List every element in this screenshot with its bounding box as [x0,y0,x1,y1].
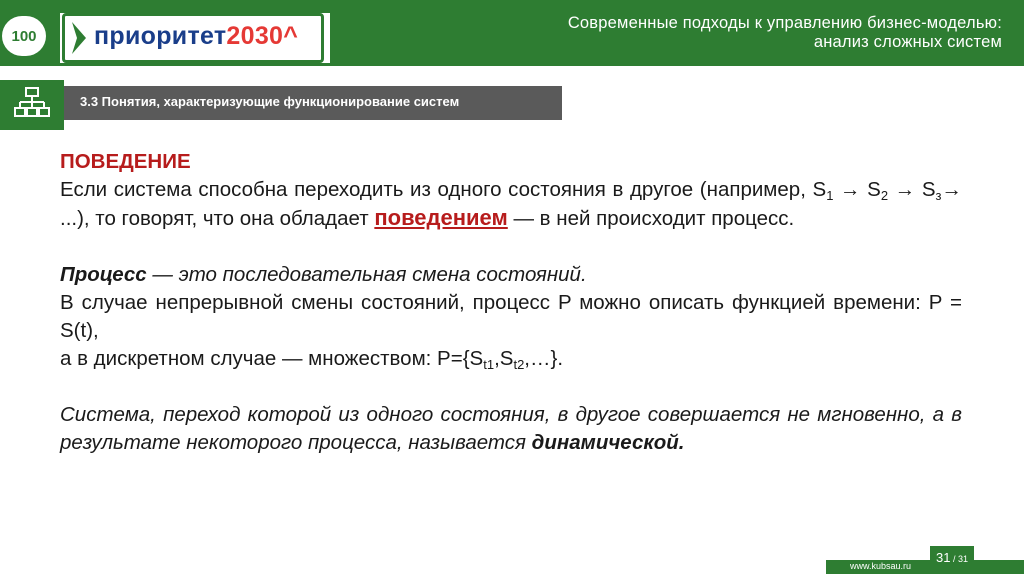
heading-text: ПОВЕДЕНИЕ [60,150,191,173]
logo-text-main: приоритет [94,22,227,50]
p1-text-a: Если система способна переходить из одного состояния в другое (например, S [60,178,827,201]
anniversary-logo [2,16,46,56]
spacer [60,373,962,401]
logo-text-year: 2030^ [226,22,299,50]
p1-sub-2: 2 [880,188,889,203]
keyword-behavior: поведением [374,205,508,230]
page-total: 31 [957,554,968,564]
logo-check-icon [72,22,86,54]
p4-text-b: ,S [494,347,514,370]
term-dynamic: динамической. [531,431,685,454]
p1-sub-3: з [935,188,942,203]
p1-text-e: — в ней происходит процесс. [507,207,795,230]
title-line-1: Современные подходы к управлению бизнес-моделью: [567,14,1002,32]
slide-content [60,148,962,457]
p5-text: Система, переход которой из одного состояния, в другое совершается не мгновенно, а в результате некоторого процесса, называется [60,403,962,454]
paragraph-dynamic [60,401,962,457]
p1-text-c: → S [888,178,936,201]
p4-sub-2: t2 [513,357,525,372]
paragraph-behavior [60,176,962,233]
p1-text-b: → S [833,178,881,201]
term-process: Процесс [60,263,147,286]
org-chart-icon [0,80,64,130]
presentation-title [442,14,1002,52]
page-current: 31 [936,550,951,565]
page-separator: / [950,554,958,564]
title-line-2: анализ сложных систем [813,33,1002,51]
page-number [930,546,974,570]
p4-text-c: ,…}. [524,347,564,370]
paragraph-discrete [60,345,962,373]
spacer [60,233,962,261]
p1-text-d: → ...), то говорят, что она обладает [60,178,962,230]
heading [60,148,962,176]
p4-sub-1: t1 [483,357,495,372]
p1-sub-1: 1 [826,188,834,203]
section-title: 3.3 Понятия, характеризующие функционирование систем [80,94,460,109]
footer-url: www.kubsau.ru [850,561,912,571]
anniversary-logo-text: 100 [11,27,37,45]
paragraph-continuous: В случае непрерывной смены состояний, процесс P можно описать функцией времени: P = S(t), [60,291,962,342]
logo-text [94,22,298,51]
paragraph-process [60,261,962,289]
process-definition: — это последовательная смена состояний. [146,263,587,286]
p4-text-a: а в дискретном случае — множеством: P={S [60,347,484,370]
